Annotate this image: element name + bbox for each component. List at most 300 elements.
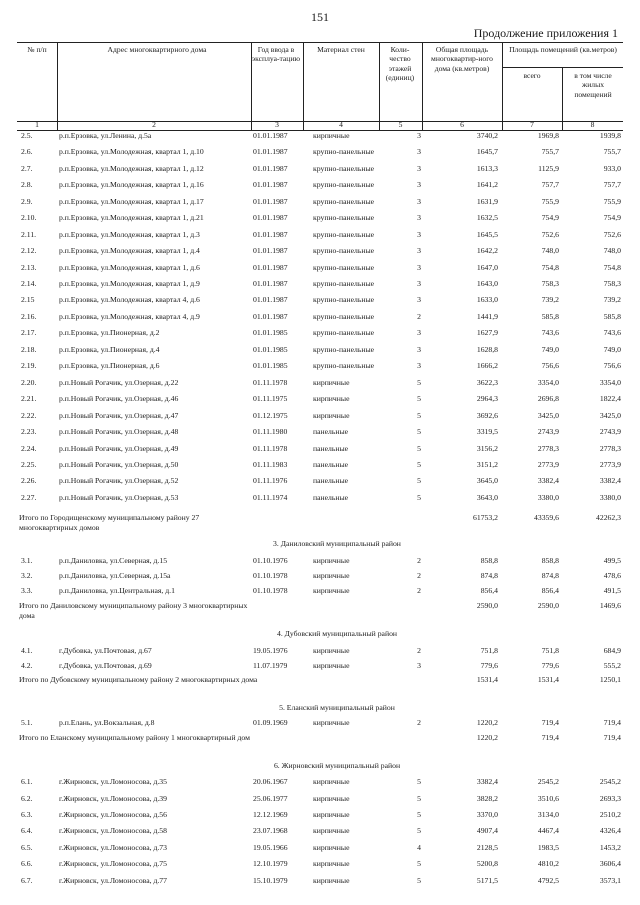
- cell-number: 2.11.: [21, 230, 37, 239]
- cell-material: панельные: [313, 476, 349, 485]
- cell-address: р.п.Новый Рогачик, ул.Озерная, д.46: [59, 394, 179, 403]
- cell-total-area: 2590,0: [476, 601, 498, 610]
- cell-area-all: 3354,0: [537, 378, 559, 387]
- column-number: 3: [275, 120, 279, 129]
- cell-total-area: 779,6: [480, 661, 498, 670]
- cell-address: г.Жирновск, ул.Ломоносова, д.73: [59, 843, 167, 852]
- cell-area-all: 4467,4: [537, 826, 559, 835]
- cell-floors: 3: [417, 230, 421, 239]
- cell-area-all: 779,6: [541, 661, 559, 670]
- column-numbers-row: [17, 120, 623, 131]
- cell-address: р.п.Ерзовка, ул.Ленина, д.5а: [59, 131, 152, 140]
- cell-floors: 5: [417, 794, 421, 803]
- cell-total-area: 1642,2: [476, 246, 498, 255]
- cell-material: крупно-панельные: [313, 246, 375, 255]
- page-number: 151: [311, 10, 329, 24]
- cell-total-area: 5171,5: [476, 876, 498, 885]
- cell-total-area: 874,8: [480, 571, 498, 580]
- cell-total-area: 3156,2: [476, 444, 498, 453]
- cell-total-area: 858,8: [480, 556, 498, 565]
- table-row: [17, 180, 623, 192]
- cell-material: кирпичные: [313, 571, 350, 580]
- cell-year: 20.06.1967: [253, 777, 288, 786]
- table-row: [17, 876, 623, 888]
- header-divider: [251, 43, 252, 121]
- header-col-total-area: Общая площадь многоквартир-ного дома (кв.метров): [431, 45, 493, 73]
- cell-floors: 3: [417, 279, 421, 288]
- header-divider: [422, 120, 423, 130]
- cell-address: р.п.Новый Рогачик, ул.Озерная, д.47: [59, 411, 179, 420]
- header-divider: [251, 120, 252, 130]
- cell-floors: 5: [417, 810, 421, 819]
- cell-year: 01.01.1985: [253, 361, 288, 370]
- cell-total-area: 5200,8: [476, 859, 498, 868]
- cell-address: р.п.Ерзовка, ул.Молодежная, квартал 1, д.21: [59, 213, 204, 222]
- cell-year: 01.01.1985: [253, 328, 288, 337]
- cell-year: 01.01.1987: [253, 312, 288, 321]
- cell-year: 11.07.1979: [253, 661, 288, 670]
- cell-area-all: 1983,5: [537, 843, 559, 852]
- cell-total-area: 1645,5: [476, 230, 498, 239]
- header-divider: [57, 43, 58, 121]
- cell-floors: 3: [417, 661, 421, 670]
- cell-material: крупно-панельные: [313, 180, 375, 189]
- cell-floors: 4: [417, 843, 421, 852]
- header-col-number: № п/п: [27, 45, 47, 54]
- table-row: [17, 312, 623, 324]
- cell-area-all: 3382,4: [537, 476, 559, 485]
- cell-area-living: 1250,1: [599, 675, 621, 684]
- header-col-floors: Коли-чество этажей (единиц): [385, 45, 415, 83]
- cell-material: панельные: [313, 493, 349, 502]
- cell-year: 01.11.1976: [253, 476, 288, 485]
- cell-address: р.п.Ерзовка, ул.Молодежная, квартал 1, д.12: [59, 164, 204, 173]
- cell-number: 2.10.: [21, 213, 37, 222]
- cell-area-all: 752,6: [541, 230, 559, 239]
- cell-area-all: 739,2: [541, 295, 559, 304]
- cell-area-all: 1125,9: [538, 164, 559, 173]
- cell-total-area: 1631,9: [476, 197, 498, 206]
- cell-total-area: 3382,4: [476, 777, 498, 786]
- cell-area-all: 3380,0: [537, 493, 559, 502]
- cell-year: 01.01.1987: [253, 180, 288, 189]
- header-divider: [57, 120, 58, 130]
- cell-area-living: 491,5: [603, 586, 621, 595]
- cell-year: 01.11.1983: [253, 460, 288, 469]
- cell-total-area: 856,4: [480, 586, 498, 595]
- cell-area-all: 758,3: [541, 279, 559, 288]
- column-number: 5: [398, 120, 403, 129]
- cell-material: кирпичные: [313, 661, 350, 670]
- cell-area-living: 2510,2: [599, 810, 621, 819]
- cell-floors: 5: [417, 777, 421, 786]
- cell-area-living: 3606,4: [599, 859, 621, 868]
- cell-material: кирпичные: [313, 646, 350, 655]
- cell-number: 4.2.: [21, 661, 33, 670]
- header-divider: [303, 120, 304, 130]
- cell-number: 2.20.: [21, 378, 37, 387]
- cell-year: 01.11.1975: [253, 394, 288, 403]
- cell-address: г.Жирновск, ул.Ломоносова, д.35: [59, 777, 167, 786]
- cell-year: 01.11.1978: [253, 444, 288, 453]
- cell-material: кирпичные: [313, 378, 350, 387]
- cell-address: р.п.Елань, ул.Вокзальная, д.8: [59, 718, 155, 727]
- cell-material: крупно-панельные: [313, 312, 375, 321]
- cell-area-all: 858,8: [541, 556, 559, 565]
- cell-total-area: 1627,9: [476, 328, 498, 337]
- table-row: [17, 493, 623, 505]
- table-row: [17, 556, 623, 568]
- cell-floors: 5: [417, 493, 421, 502]
- cell-area-living: 719,4: [603, 733, 621, 742]
- table-row: [17, 661, 623, 673]
- cell-year: 01.01.1987: [253, 246, 288, 255]
- cell-material: крупно-панельные: [313, 328, 375, 337]
- section-title: 3. Даниловский муниципальный район: [273, 539, 401, 548]
- cell-area-all: 751,8: [541, 646, 559, 655]
- column-number: 4: [339, 120, 343, 129]
- cell-year: 01.01.1987: [253, 230, 288, 239]
- cell-address: р.п.Новый Рогачик, ул.Озерная, д.22: [59, 378, 179, 387]
- cell-floors: 5: [417, 876, 421, 885]
- cell-area-living: 743,6: [603, 328, 621, 337]
- table-row: [17, 411, 623, 423]
- cell-total-area: 1641,2: [476, 180, 498, 189]
- cell-area-all: 4810,2: [537, 859, 559, 868]
- cell-area-all: 719,4: [541, 718, 559, 727]
- cell-year: 23.07.1968: [253, 826, 288, 835]
- cell-area-all: 755,9: [541, 197, 559, 206]
- cell-total-area: 1645,7: [476, 147, 498, 156]
- cell-material: панельные: [313, 444, 349, 453]
- cell-area-living: 3380,0: [599, 493, 621, 502]
- cell-area-all: 749,0: [541, 345, 559, 354]
- table-row: [17, 646, 623, 658]
- cell-year: 01.01.1987: [253, 213, 288, 222]
- cell-area-living: 933,0: [603, 164, 621, 173]
- cell-area-living: 719,4: [603, 718, 621, 727]
- cell-area-living: 4326,4: [599, 826, 621, 835]
- cell-material: крупно-панельные: [313, 197, 375, 206]
- table-row: [17, 213, 623, 225]
- cell-number: 6.7.: [21, 876, 33, 885]
- cell-number: 4.1.: [21, 646, 33, 655]
- cell-number: 3.3.: [21, 586, 33, 595]
- header-divider: [379, 43, 380, 121]
- cell-area-all: 2545,2: [537, 777, 559, 786]
- cell-total-area: 1647,0: [476, 263, 498, 272]
- cell-number: 2.23.: [21, 427, 37, 436]
- cell-number: 2.13.: [21, 263, 37, 272]
- table-row: [17, 843, 623, 855]
- cell-number: 2.15: [21, 295, 35, 304]
- table-row: [17, 394, 623, 406]
- cell-area-all: 754,8: [541, 263, 559, 272]
- cell-area-all: 874,8: [541, 571, 559, 580]
- cell-number: 2.18.: [21, 345, 37, 354]
- cell-address: р.п.Ерзовка, ул.Пионерная, д.2: [59, 328, 160, 337]
- cell-area-all: 585,8: [541, 312, 559, 321]
- cell-floors: 2: [417, 556, 421, 565]
- cell-year: 01.01.1987: [253, 263, 288, 272]
- cell-total-area: 1220,2: [476, 718, 498, 727]
- cell-address: р.п.Ерзовка, ул.Молодежная, квартал 1, д.17: [59, 197, 204, 206]
- cell-area-all: 754,9: [541, 213, 559, 222]
- cell-floors: 5: [417, 394, 421, 403]
- table-row: [17, 826, 623, 838]
- cell-year: 12.12.1969: [253, 810, 288, 819]
- cell-address: р.п.Даниловка, ул.Северная, д.15: [59, 556, 168, 565]
- cell-floors: 3: [417, 246, 421, 255]
- cell-address: р.п.Ерзовка, ул.Молодежная, квартал 1, д.16: [59, 180, 204, 189]
- cell-material: кирпичные: [313, 718, 350, 727]
- column-number: 8: [590, 120, 595, 129]
- cell-number: 2.21.: [21, 394, 37, 403]
- cell-material: кирпичные: [313, 876, 350, 885]
- section-title: 4. Дубовский муниципальный район: [276, 629, 398, 638]
- cell-area-all: 2743,9: [537, 427, 559, 436]
- cell-area-living: 2545,2: [599, 777, 621, 786]
- cell-area-all: 856,4: [541, 586, 559, 595]
- cell-number: 2.12.: [21, 246, 37, 255]
- cell-material: крупно-панельные: [313, 361, 375, 370]
- section-title: 5. Еланский муниципальный район: [279, 703, 395, 712]
- header-col-all: всего: [523, 71, 541, 80]
- cell-area-all: 3134,0: [537, 810, 559, 819]
- cell-total-area: 1666,2: [476, 361, 498, 370]
- header-col-premises-area: Площадь помещений (кв.метров): [509, 45, 617, 54]
- table-row: [17, 295, 623, 307]
- cell-number: 2.26.: [21, 476, 37, 485]
- total-label: Итого по Городищенскому муниципальному району 27 многоквартирных домов: [19, 513, 200, 532]
- cell-number: 2.24.: [21, 444, 37, 453]
- cell-area-all: 719,4: [541, 733, 559, 742]
- table-row: [17, 810, 623, 822]
- header-divider: [303, 43, 304, 121]
- cell-area-all: 757,7: [541, 180, 559, 189]
- cell-floors: 5: [417, 378, 421, 387]
- cell-material: кирпичные: [313, 826, 350, 835]
- header-divider: [562, 67, 563, 121]
- cell-floors: 3: [417, 345, 421, 354]
- cell-floors: 3: [417, 131, 421, 140]
- cell-total-area: 1628,8: [476, 345, 498, 354]
- table-row: [17, 859, 623, 871]
- cell-material: кирпичные: [313, 794, 350, 803]
- table-row: [17, 361, 623, 373]
- cell-area-living: 3573,1: [599, 876, 621, 885]
- cell-floors: 2: [417, 718, 421, 727]
- cell-address: г.Жирновск, ул.Ломоносова, д.58: [59, 826, 167, 835]
- cell-area-all: 43359,6: [534, 513, 559, 522]
- cell-year: 01.10.1978: [253, 586, 288, 595]
- table-row: [17, 328, 623, 340]
- cell-area-living: 555,2: [603, 661, 621, 670]
- cell-number: 2.8.: [21, 180, 33, 189]
- header-col-address: Адрес многоквартирного дома: [107, 45, 207, 54]
- cell-floors: 5: [417, 460, 421, 469]
- cell-area-all: 748,0: [541, 246, 559, 255]
- cell-floors: 2: [417, 312, 421, 321]
- cell-area-living: 758,3: [603, 279, 621, 288]
- cell-year: 25.06.1977: [253, 794, 288, 803]
- cell-year: 01.09.1969: [253, 718, 288, 727]
- cell-area-living: 1822,4: [599, 394, 621, 403]
- cell-year: 01.12.1975: [253, 411, 288, 420]
- cell-area-all: 743,6: [541, 328, 559, 337]
- table-row: [17, 263, 623, 275]
- cell-area-all: 3510,6: [537, 794, 559, 803]
- cell-area-living: 684,9: [603, 646, 621, 655]
- cell-floors: 3: [417, 361, 421, 370]
- cell-total-area: 3370,0: [476, 810, 498, 819]
- cell-total-area: 3151,2: [476, 460, 498, 469]
- cell-material: кирпичные: [313, 843, 350, 852]
- cell-floors: 5: [417, 476, 421, 485]
- cell-number: 6.5.: [21, 843, 33, 852]
- cell-material: крупно-панельные: [313, 279, 375, 288]
- cell-area-all: 756,6: [541, 361, 559, 370]
- table-row: [17, 476, 623, 488]
- cell-material: крупно-панельные: [313, 213, 375, 222]
- header-col-living: в том числе жилых помещений: [574, 71, 612, 99]
- table-row: [17, 197, 623, 209]
- cell-total-area: 3319,5: [476, 427, 498, 436]
- cell-total-area: 1613,3: [476, 164, 498, 173]
- cell-number: 2.7.: [21, 164, 33, 173]
- cell-number: 2.9.: [21, 197, 33, 206]
- cell-area-living: 2773,9: [599, 460, 621, 469]
- cell-number: 2.17.: [21, 328, 37, 337]
- table-row: [17, 427, 623, 439]
- cell-year: 01.11.1974: [253, 493, 288, 502]
- cell-year: 01.11.1978: [253, 378, 288, 387]
- cell-year: 12.10.1979: [253, 859, 288, 868]
- cell-total-area: 1220,2: [476, 733, 498, 742]
- table-row: [17, 164, 623, 176]
- cell-material: кирпичные: [313, 777, 350, 786]
- cell-material: кирпичные: [313, 131, 350, 140]
- cell-floors: 3: [417, 263, 421, 272]
- cell-area-living: 757,7: [603, 180, 621, 189]
- cell-floors: 2: [417, 646, 421, 655]
- cell-number: 5.1.: [21, 718, 33, 727]
- cell-total-area: 2964,3: [476, 394, 498, 403]
- cell-material: панельные: [313, 427, 349, 436]
- cell-address: р.п.Ерзовка, ул.Молодежная, квартал 1, д.4: [59, 246, 200, 255]
- table-row: [17, 718, 623, 730]
- cell-floors: 3: [417, 295, 421, 304]
- cell-number: 6.1.: [21, 777, 33, 786]
- cell-address: р.п.Новый Рогачик, ул.Озерная, д.49: [59, 444, 179, 453]
- table-row: [17, 794, 623, 806]
- cell-area-living: 2743,9: [599, 427, 621, 436]
- cell-area-living: 1469,6: [599, 601, 621, 610]
- cell-number: 2.19.: [21, 361, 37, 370]
- cell-year: 15.10.1979: [253, 876, 288, 885]
- cell-area-living: 739,2: [603, 295, 621, 304]
- cell-total-area: 4907,4: [476, 826, 498, 835]
- cell-year: 01.10.1978: [253, 571, 288, 580]
- cell-area-living: 2778,3: [599, 444, 621, 453]
- header-divider: [502, 67, 623, 68]
- cell-total-area: 3645,0: [476, 476, 498, 485]
- cell-address: р.п.Ерзовка, ул.Пионерная, д.4: [59, 345, 160, 354]
- cell-area-living: 756,6: [603, 361, 621, 370]
- cell-area-living: 755,7: [603, 147, 621, 156]
- cell-floors: 3: [417, 180, 421, 189]
- table-row: [17, 460, 623, 472]
- total-label: Итого по Дубовскому муниципальному району 2 многоквартирных дома: [19, 675, 258, 684]
- cell-year: 01.01.1987: [253, 295, 288, 304]
- cell-material: крупно-панельные: [313, 147, 375, 156]
- cell-area-living: 748,0: [603, 246, 621, 255]
- cell-area-all: 2773,9: [537, 460, 559, 469]
- cell-address: р.п.Ерзовка, ул.Молодежная, квартал 4, д.9: [59, 312, 200, 321]
- cell-number: 2.14.: [21, 279, 37, 288]
- cell-year: 19.05.1976: [253, 646, 288, 655]
- cell-area-living: 3354,0: [599, 378, 621, 387]
- cell-material: кирпичные: [313, 859, 350, 868]
- table-row: [17, 378, 623, 390]
- cell-material: кирпичные: [313, 556, 350, 565]
- cell-floors: 3: [417, 197, 421, 206]
- cell-area-living: 499,5: [603, 556, 621, 565]
- cell-area-living: 2693,3: [599, 794, 621, 803]
- cell-address: р.п.Даниловка, ул.Северная, д.15а: [59, 571, 171, 580]
- cell-total-area: 1531,4: [476, 675, 498, 684]
- cell-number: 3.2.: [21, 571, 33, 580]
- cell-floors: 2: [417, 586, 421, 595]
- cell-material: кирпичные: [313, 586, 350, 595]
- table-row: [17, 571, 623, 583]
- cell-address: р.п.Новый Рогачик, ул.Озерная, д.53: [59, 493, 179, 502]
- cell-area-living: 755,9: [603, 197, 621, 206]
- cell-address: г.Жирновск, ул.Ломоносова, д.75: [59, 859, 167, 868]
- cell-floors: 2: [417, 571, 421, 580]
- cell-area-all: 1531,4: [537, 675, 559, 684]
- cell-area-living: 754,9: [603, 213, 621, 222]
- cell-floors: 5: [417, 411, 421, 420]
- header-col-year: Год ввода в эксплуа-тацию: [251, 45, 301, 64]
- cell-area-living: 3425,0: [599, 411, 621, 420]
- cell-address: р.п.Ерзовка, ул.Молодежная, квартал 1, д.10: [59, 147, 204, 156]
- cell-total-area: 751,8: [480, 646, 498, 655]
- cell-year: 01.01.1985: [253, 345, 288, 354]
- cell-total-area: 1643,0: [476, 279, 498, 288]
- cell-area-all: 2696,8: [537, 394, 559, 403]
- table-row: [17, 230, 623, 242]
- cell-area-living: 749,0: [603, 345, 621, 354]
- table-row: [17, 444, 623, 456]
- cell-total-area: 1441,9: [476, 312, 498, 321]
- cell-floors: 5: [417, 826, 421, 835]
- cell-area-living: 754,8: [603, 263, 621, 272]
- cell-area-all: 1969,8: [537, 131, 559, 140]
- cell-floors: 5: [417, 444, 421, 453]
- cell-floors: 3: [417, 328, 421, 337]
- table-row: [17, 345, 623, 357]
- cell-material: панельные: [313, 460, 349, 469]
- cell-address: р.п.Ерзовка, ул.Молодежная, квартал 1, д.3: [59, 230, 200, 239]
- cell-address: р.п.Новый Рогачик, ул.Озерная, д.48: [59, 427, 179, 436]
- table-row: [17, 586, 623, 598]
- header-divider: [562, 120, 563, 130]
- cell-number: 6.2.: [21, 794, 33, 803]
- cell-area-living: 42262,3: [596, 513, 621, 522]
- table-header: [17, 42, 623, 122]
- cell-year: 01.11.1980: [253, 427, 288, 436]
